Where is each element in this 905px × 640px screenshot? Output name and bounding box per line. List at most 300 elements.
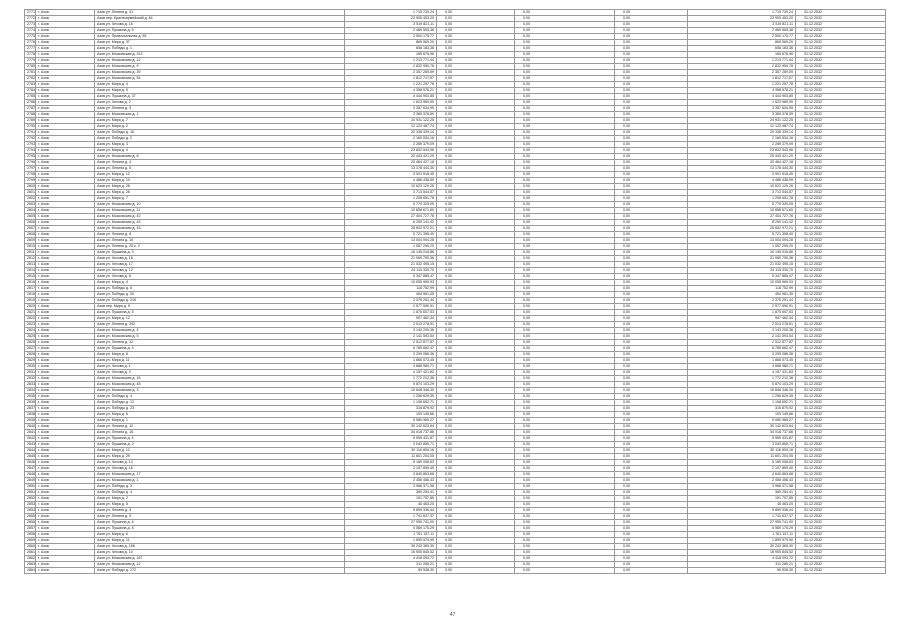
table-cell: 20 443 421,20 <box>345 154 437 160</box>
table-cell: 0,00 <box>437 316 515 322</box>
table-cell: 0,00 <box>515 496 615 502</box>
table-cell: 316 879,92 <box>688 406 796 412</box>
table-cell: 10 055 969,93 <box>345 280 437 286</box>
table-cell: Азов ул. Победы д. 172 <box>95 568 345 574</box>
table-cell: 0,00 <box>515 52 615 58</box>
table-cell: 31.12.2032 <box>796 472 886 478</box>
table-cell: 0,00 <box>437 256 515 262</box>
table-cell: Азов ул. Ленина д. 5 <box>95 166 345 172</box>
table-cell: 31.12.2032 <box>796 526 886 532</box>
table-cell: Азов ул. Мира д. 28 <box>95 190 345 196</box>
table-cell: 0,00 <box>615 40 688 46</box>
table-cell: 2833 <box>25 382 36 388</box>
table-cell: 658 183,36 <box>345 46 437 52</box>
table-cell: 869 569,20 <box>345 40 437 46</box>
table-cell: 0,00 <box>515 532 615 538</box>
table-cell: 0,00 <box>615 178 688 184</box>
table-cell: 0,00 <box>515 460 615 466</box>
table-cell: г. Азов <box>36 220 95 226</box>
table-cell: 27 404 727,76 <box>345 214 437 220</box>
table-cell: 31.12.2032 <box>796 40 886 46</box>
table-cell: г. Азов <box>36 142 95 148</box>
table-cell: 0,00 <box>515 268 615 274</box>
table-cell: 31.12.2032 <box>796 22 886 28</box>
table-cell: г. Азов <box>36 328 95 334</box>
table-cell: г. Азов <box>36 88 95 94</box>
table-cell: Азов пер. Красноармейский д. 84 <box>95 16 345 22</box>
table-cell: 0,00 <box>615 94 688 100</box>
table-cell: 2 500 175,77 <box>688 34 796 40</box>
table-cell: 16 145 016,86 <box>345 250 437 256</box>
table-cell: 369 254,41 <box>688 490 796 496</box>
table-cell: 0,00 <box>515 196 615 202</box>
table-cell: 2804 <box>25 208 36 214</box>
table-cell: 2813 <box>25 262 36 268</box>
table-cell: 3 357 634,95 <box>345 106 437 112</box>
table-cell: 2811 <box>25 250 36 256</box>
table-cell: 1 057 295,20 <box>345 244 437 250</box>
table-cell: 31.12.2032 <box>796 364 886 370</box>
table-cell: 0,00 <box>615 340 688 346</box>
table-cell: 31.12.2032 <box>796 448 886 454</box>
table-cell: г. Азов <box>36 148 95 154</box>
table-cell: 0,00 <box>515 430 615 436</box>
table-cell: Азов ул. Ленина д. 12 <box>95 424 345 430</box>
table-cell: г. Азов <box>36 568 95 574</box>
table-cell: 13 178 444,30 <box>345 166 437 172</box>
table-cell: 0,00 <box>615 238 688 244</box>
table-cell: 31.12.2032 <box>796 424 886 430</box>
table-cell: 2809 <box>25 238 36 244</box>
table-cell: 193 145,66 <box>688 412 796 418</box>
table-cell: 0,00 <box>515 502 615 508</box>
table-cell: 0,00 <box>615 406 688 412</box>
table-cell: 31.12.2032 <box>796 178 886 184</box>
table-cell: Азов ул. Мира д. 2 <box>95 124 345 130</box>
table-cell: 31.12.2032 <box>796 190 886 196</box>
table-cell: 0,00 <box>615 376 688 382</box>
table-cell: 5 189 008,63 <box>345 460 437 466</box>
table-cell: 1 772 212,38 <box>688 376 796 382</box>
table-cell: 27 404 727,76 <box>688 214 796 220</box>
table-cell: 2 169 534,16 <box>345 136 437 142</box>
table-cell: Азов ул. Мира д. 11 <box>95 538 345 544</box>
table-cell: 0,00 <box>615 442 688 448</box>
table-cell: 2783 <box>25 82 36 88</box>
table-cell: 0,00 <box>437 526 515 532</box>
table-cell: 3 365 378,59 <box>345 112 437 118</box>
table-cell: 0,00 <box>437 280 515 286</box>
table-cell: 0,00 <box>515 262 615 268</box>
table-cell: 2802 <box>25 196 36 202</box>
table-cell: г. Азов <box>36 394 95 400</box>
table-cell: 3 001 518,45 <box>345 172 437 178</box>
table-cell: Азов ул. Ленина д. 25 к. 2 <box>95 244 345 250</box>
table-cell: 0,00 <box>515 118 615 124</box>
table-cell: г. Азов <box>36 70 95 76</box>
table-cell: 5 779 325,05 <box>688 202 796 208</box>
table-cell: 31.12.2032 <box>796 538 886 544</box>
table-cell: 0,00 <box>437 562 515 568</box>
table-cell: 0,00 <box>437 418 515 424</box>
table-cell: 0,00 <box>515 154 615 160</box>
table-cell: 0,00 <box>615 400 688 406</box>
table-cell: 2790 <box>25 124 36 130</box>
table-cell: 10 848 346,30 <box>688 388 796 394</box>
table-cell: 2800 <box>25 184 36 190</box>
table-cell: 5 874 103,29 <box>688 382 796 388</box>
table-cell: 31.12.2032 <box>796 532 886 538</box>
table-cell: 0,00 <box>437 142 515 148</box>
table-cell: 0,00 <box>515 418 615 424</box>
table-cell: 2780 <box>25 64 36 70</box>
table-cell: Азов ул. Ленина д. 3 <box>95 508 345 514</box>
table-cell: 0,00 <box>515 454 615 460</box>
table-cell: 1 875 607,53 <box>345 310 437 316</box>
table-cell: 0,00 <box>437 502 515 508</box>
table-cell: 1 108 652,71 <box>345 400 437 406</box>
table-cell: Азов ул. Мира д. 7 <box>95 118 345 124</box>
table-cell: 31.12.2032 <box>796 208 886 214</box>
table-cell: 31.12.2032 <box>796 328 886 334</box>
page-number: 47 <box>449 612 456 618</box>
table-cell: 369 254,41 <box>345 490 437 496</box>
table-cell: 0,00 <box>437 442 515 448</box>
table-cell: 1 772 212,38 <box>345 376 437 382</box>
table-cell: 0,00 <box>437 190 515 196</box>
table-cell: Азов ул. Мира д. 29 <box>95 454 345 460</box>
table-cell: 2853 <box>25 502 36 508</box>
table-cell: 0,00 <box>615 280 688 286</box>
table-cell: 0,00 <box>515 130 615 136</box>
table-cell: 20 464 427,18 <box>345 160 437 166</box>
table-cell: Азов ул. Мира д. 6 <box>95 532 345 538</box>
table-cell: 3 043 855,71 <box>688 442 796 448</box>
table-cell: г. Азов <box>36 358 95 364</box>
table-cell: 31.12.2032 <box>796 520 886 526</box>
table-cell: 0,00 <box>515 328 615 334</box>
table-cell: 0,00 <box>437 478 515 484</box>
table-cell: 0,00 <box>515 256 615 262</box>
table-cell: г. Азов <box>36 190 95 196</box>
table-cell: 0,00 <box>515 550 615 556</box>
table-cell: 31.12.2032 <box>796 550 886 556</box>
table-cell: 118 752,99 <box>688 286 796 292</box>
table-cell: 2 169 534,16 <box>688 136 796 142</box>
table-cell: Азов ул. Московская д. 39 <box>95 70 345 76</box>
table-cell: 2778 <box>25 52 36 58</box>
table-cell: 2793 <box>25 142 36 148</box>
table-cell: 2 489 505,38 <box>345 28 437 34</box>
table-cell: 2847 <box>25 466 36 472</box>
table-cell: 2814 <box>25 268 36 274</box>
table-cell: 0,00 <box>437 292 515 298</box>
table-cell: 20 338 339,14 <box>688 130 796 136</box>
table-cell: Азов ул. Чехова д. 16 <box>95 256 345 262</box>
table-cell: 0,00 <box>515 514 615 520</box>
table-cell: 31.12.2032 <box>796 82 886 88</box>
table-cell: г. Азов <box>36 538 95 544</box>
table-cell: г. Азов <box>36 124 95 130</box>
table-cell: 2 357 269,59 <box>345 70 437 76</box>
table-cell: 3 001 518,45 <box>688 172 796 178</box>
table-cell: г. Азов <box>36 364 95 370</box>
table-cell: Азов ул. Ленина д. 41 <box>95 10 345 16</box>
table-cell: 3 713 544,57 <box>688 190 796 196</box>
table-cell: 2856 <box>25 520 36 526</box>
table-cell: 2843 <box>25 442 36 448</box>
table-cell: 2 577 590,91 <box>688 304 796 310</box>
table-cell: 2 456 456,43 <box>688 478 796 484</box>
table-cell: 1 866 073,45 <box>345 358 437 364</box>
table-cell: 1 875 607,53 <box>688 310 796 316</box>
table-cell: 0,00 <box>615 556 688 562</box>
table-cell: г. Азов <box>36 292 95 298</box>
table-cell: 0,00 <box>515 556 615 562</box>
table-cell: 10 848 346,30 <box>345 388 437 394</box>
table-cell: 3 966 371,58 <box>345 484 437 490</box>
table-cell: Азов ул. Победы д. 3 <box>95 484 345 490</box>
table-cell: 0,00 <box>437 346 515 352</box>
table-cell: 0,00 <box>437 250 515 256</box>
table-cell: 311 285,21 <box>345 562 437 568</box>
table-cell: 59 538,30 <box>345 568 437 574</box>
table-cell: 0,00 <box>437 484 515 490</box>
table-cell: 0,00 <box>437 94 515 100</box>
table-cell: 31.12.2032 <box>796 508 886 514</box>
table-cell: Азов ул. Московская д. 16 <box>95 376 345 382</box>
table-cell: 0,00 <box>437 424 515 430</box>
table-cell: 31.12.2032 <box>796 316 886 322</box>
table-cell: 0,00 <box>515 304 615 310</box>
table-cell: 0,00 <box>437 58 515 64</box>
table-cell: 0,00 <box>437 310 515 316</box>
table-cell: 0,00 <box>615 394 688 400</box>
table-cell: г. Азов <box>36 112 95 118</box>
table-cell: 0,00 <box>615 532 688 538</box>
table-cell: Азов ул. Ленина д. 4 <box>95 160 345 166</box>
table-cell: 0,00 <box>515 220 615 226</box>
table-cell: г. Азов <box>36 22 95 28</box>
table-cell: 2 512 877,87 <box>345 340 437 346</box>
table-cell: Азов ул. Мира д. 6 <box>95 412 345 418</box>
table-cell: 5 080 965,27 <box>688 418 796 424</box>
table-cell: 0,00 <box>615 514 688 520</box>
table-cell: г. Азов <box>36 382 95 388</box>
table-cell: 165 676,96 <box>345 52 437 58</box>
table-cell: 2851 <box>25 490 36 496</box>
table-cell: 2798 <box>25 172 36 178</box>
table-cell: г. Азов <box>36 238 95 244</box>
table-cell: 3 143 205,36 <box>688 328 796 334</box>
table-cell: г. Азов <box>36 154 95 160</box>
table-cell: 0,00 <box>437 172 515 178</box>
table-cell: 10 623 129,26 <box>688 184 796 190</box>
table-cell: 31.12.2032 <box>796 352 886 358</box>
table-cell: г. Азов <box>36 64 95 70</box>
table-cell: 0,00 <box>515 316 615 322</box>
table-cell: 3 713 544,57 <box>345 190 437 196</box>
table-cell: 0,00 <box>515 46 615 52</box>
table-cell: 0,00 <box>515 280 615 286</box>
table-cell: г. Азов <box>36 184 95 190</box>
table-cell: 0,00 <box>515 40 615 46</box>
table-cell: 10 858 671,60 <box>345 208 437 214</box>
table-cell: 4 444 903,85 <box>345 94 437 100</box>
table-cell: Азов ул. Московская д. 313 <box>95 52 345 58</box>
table-cell: г. Азов <box>36 262 95 268</box>
table-cell: 0,00 <box>437 520 515 526</box>
table-cell: 2772 <box>25 16 36 22</box>
table-cell: Азов ул. Мира д. 5 <box>95 88 345 94</box>
table-cell: 0,00 <box>615 184 688 190</box>
table-cell: 4 640 863,68 <box>688 472 796 478</box>
table-cell: 0,00 <box>515 166 615 172</box>
table-cell: 2861 <box>25 550 36 556</box>
table-cell: 31.12.2032 <box>796 244 886 250</box>
table-cell: 1 812 717,57 <box>688 76 796 82</box>
table-cell: 0,00 <box>515 406 615 412</box>
table-cell: 31.12.2032 <box>796 52 886 58</box>
table-cell: 0,00 <box>615 484 688 490</box>
table-cell: 2 513 278,51 <box>688 322 796 328</box>
table-cell: 31.12.2032 <box>796 412 886 418</box>
table-cell: 2825 <box>25 334 36 340</box>
table-cell: 31.12.2032 <box>796 130 886 136</box>
table-cell: г. Азов <box>36 10 95 16</box>
table-cell: 0,00 <box>515 112 615 118</box>
table-cell: 0,00 <box>615 568 688 574</box>
table-cell: 2844 <box>25 448 36 454</box>
table-cell: 31.12.2032 <box>796 358 886 364</box>
table-cell: 31.12.2032 <box>796 28 886 34</box>
table-cell: Азов ул. Московская д. 42 <box>95 214 345 220</box>
table-cell: 0,00 <box>515 538 615 544</box>
table-cell: 0,00 <box>437 196 515 202</box>
table-cell: 0,00 <box>437 274 515 280</box>
table-cell: 1 208 651,78 <box>345 196 437 202</box>
table-cell: Азов ул. Пушкина д. 8 <box>95 526 345 532</box>
table-cell: 31.12.2032 <box>796 406 886 412</box>
table-cell: Азов ул. Победы д. 2 <box>95 136 345 142</box>
table-cell: 0,00 <box>615 268 688 274</box>
table-cell: 151 707,85 <box>688 496 796 502</box>
table-cell: 4 688 980,71 <box>688 364 796 370</box>
table-cell: Азов ул. Московская д. 17 <box>95 472 345 478</box>
table-cell: 2 456 456,43 <box>345 478 437 484</box>
table-cell: Азов ул. Чехова д. 166 <box>95 544 345 550</box>
table-cell: 2781 <box>25 70 36 76</box>
table-cell: 31.12.2032 <box>796 64 886 70</box>
table-cell: 11 601 204,05 <box>345 454 437 460</box>
table-cell: 0,00 <box>437 370 515 376</box>
table-cell: 0,00 <box>615 106 688 112</box>
table-cell: 2835 <box>25 394 36 400</box>
table-cell: Азов ул. Пушкина д. 6 <box>95 520 345 526</box>
table-cell: 2777 <box>25 46 36 52</box>
table-cell: 5 899 336,44 <box>345 508 437 514</box>
table-cell: 2 832 950,78 <box>345 64 437 70</box>
table-cell: 31.12.2032 <box>796 118 886 124</box>
table-cell: Азов ул. Мира д. 12 <box>95 172 345 178</box>
table-cell: 31.12.2032 <box>796 430 886 436</box>
table-cell: 31.12.2032 <box>796 568 886 574</box>
table-cell: 2849 <box>25 478 36 484</box>
table-cell: г. Азов <box>36 286 95 292</box>
table-cell: г. Азов <box>36 508 95 514</box>
table-cell: 0,00 <box>515 238 615 244</box>
table-cell: 31.12.2032 <box>796 478 886 484</box>
table-cell: 869 569,20 <box>688 40 796 46</box>
table-cell: 31.12.2032 <box>796 370 886 376</box>
table-cell: 0,00 <box>615 382 688 388</box>
table-cell: Азов ул. Мира д. 12 <box>95 448 345 454</box>
table-cell: г. Азов <box>36 118 95 124</box>
table-cell: г. Азов <box>36 244 95 250</box>
table-cell: 16 905 845,52 <box>345 550 437 556</box>
table-cell: 21 032 495,15 <box>688 262 796 268</box>
table-cell: 0,00 <box>515 370 615 376</box>
table-cell: 3 143 205,36 <box>345 328 437 334</box>
table-cell: 0,00 <box>515 526 615 532</box>
table-cell: 0,00 <box>615 490 688 496</box>
table-cell: 5 874 103,29 <box>345 382 437 388</box>
table-cell: г. Азов <box>36 376 95 382</box>
table-cell: 0,00 <box>515 58 615 64</box>
table-cell: 2845 <box>25 454 36 460</box>
table-cell: 0,00 <box>515 292 615 298</box>
table-cell: 0,00 <box>615 220 688 226</box>
table-cell: г. Азов <box>36 226 95 232</box>
table-cell: 16 145 016,86 <box>688 250 796 256</box>
table-cell: г. Азов <box>36 34 95 40</box>
table-cell: Азов ул. Чехова д. 16 <box>95 22 345 28</box>
table-cell: 0,00 <box>515 298 615 304</box>
table-cell: 658 183,36 <box>688 46 796 52</box>
table-cell: 0,00 <box>615 418 688 424</box>
table-cell: 0,00 <box>437 538 515 544</box>
table-cell: 0,00 <box>615 10 688 16</box>
table-cell: 0,00 <box>437 448 515 454</box>
table-cell: 4 157 421,83 <box>345 370 437 376</box>
table-cell: 23 905 453,20 <box>345 16 437 22</box>
table-cell: 311 285,21 <box>688 562 796 568</box>
table-cell: Азов ул. Чехова д. 17 <box>95 262 345 268</box>
table-cell: 0,00 <box>515 358 615 364</box>
table-cell: 2830 <box>25 364 36 370</box>
table-cell: Азов ул. Московская д. 45 <box>95 382 345 388</box>
table-cell: 2 500 175,77 <box>345 34 437 40</box>
table-cell: 0,00 <box>515 562 615 568</box>
table-cell: 0,00 <box>437 400 515 406</box>
table-cell: Азов ул. Пушкина д. 9 <box>95 250 345 256</box>
table-cell: 0,00 <box>615 286 688 292</box>
table-cell: 0,00 <box>615 100 688 106</box>
table-cell: Азов ул. Московская д. 43 <box>95 220 345 226</box>
table-cell: 31.12.2032 <box>796 106 886 112</box>
table-cell: г. Азов <box>36 58 95 64</box>
table-cell: г. Азов <box>36 388 95 394</box>
table-cell: Азов ул. Мира д. 3 <box>95 142 345 148</box>
table-cell: 0,00 <box>515 16 615 22</box>
table-cell: г. Азов <box>36 196 95 202</box>
table-cell: 0,00 <box>437 28 515 34</box>
table-cell: Азов ул. Победы д. 216 <box>95 298 345 304</box>
table-cell: 0,00 <box>615 22 688 28</box>
table-cell: 3 357 634,95 <box>688 106 796 112</box>
table-cell: 0,00 <box>615 130 688 136</box>
table-cell: 0,00 <box>615 88 688 94</box>
